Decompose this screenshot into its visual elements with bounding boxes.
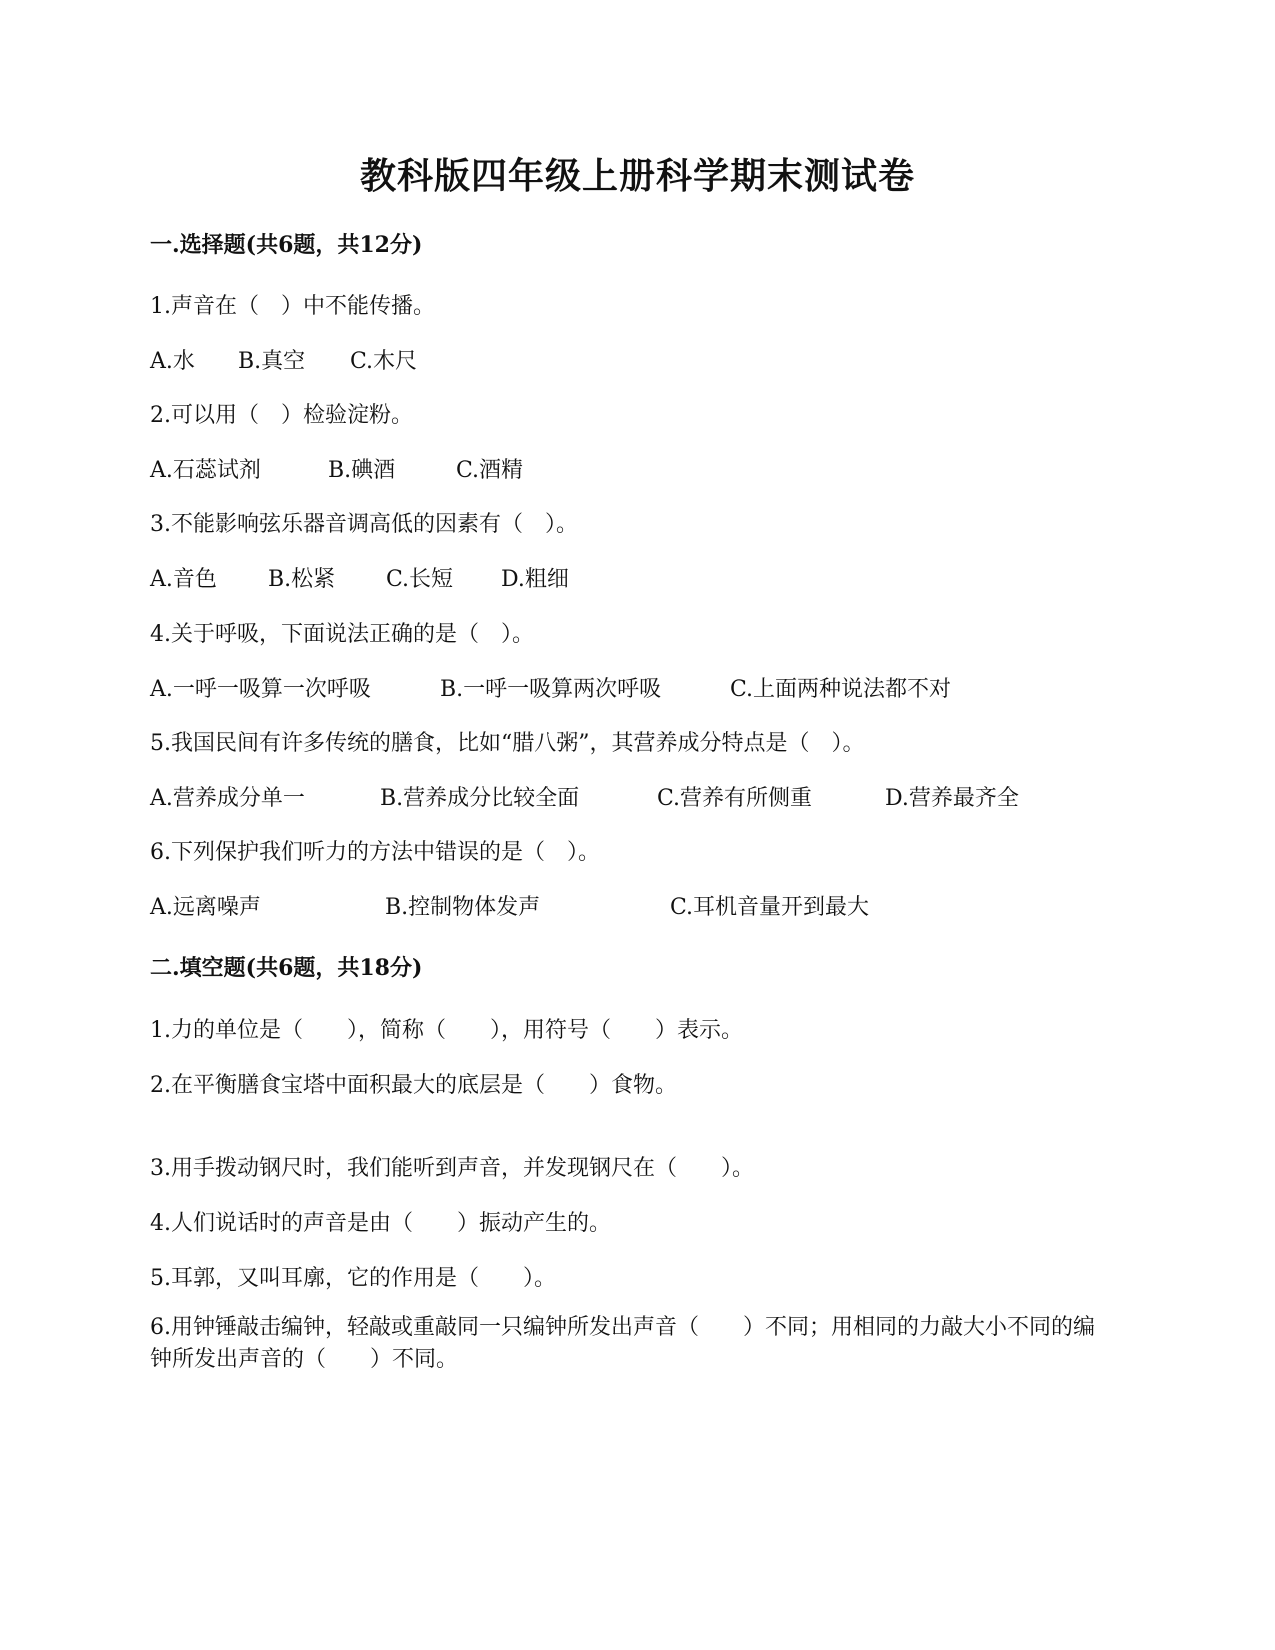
fill-question-5: 5.耳郭，又叫耳廓，它的作用是（ ）。 xyxy=(150,1266,556,1291)
fill-question-4: 4.人们说话时的声音是由（ ）振动产生的。 xyxy=(150,1211,611,1236)
fill-question-2: 2.在平衡膳食宝塔中面积最大的底层是（ ）食物。 xyxy=(150,1073,677,1098)
question-1-1-options xyxy=(150,344,417,375)
option-c: C.耳机音量开到最大 xyxy=(670,895,870,920)
option-b: B.营养成分比较全面 xyxy=(380,786,580,811)
question-1-5-text: 5.我国民间有许多传统的膳食，比如“腊八粥”，其营养成分特点是（ ）。 xyxy=(150,731,865,756)
question-1-3-options xyxy=(150,562,569,593)
fill-question-6: 6.用钟锤敲击编钟，轻敲或重敲同一只编钟所发出声音（ ）不同；用相同的力敲大小不同的编钟所发出声音的（ ）不同。 xyxy=(150,1315,1095,1372)
option-b: B.控制物体发声 xyxy=(385,895,541,920)
fill-question-1: 1.力的单位是（ ），简称（ ），用符号（ ）表示。 xyxy=(150,1018,743,1043)
option-a: A.音色 xyxy=(150,567,217,592)
option-b: B.松紧 xyxy=(268,567,336,592)
question-1-6-text: 6.下列保护我们听力的方法中错误的是（ ）。 xyxy=(150,840,600,865)
question-1-2-options xyxy=(150,453,523,484)
option-c: C.酒精 xyxy=(456,458,524,483)
fill-question-3: 3.用手拨动钢尺时，我们能听到声音，并发现钢尺在（ ）。 xyxy=(150,1156,754,1181)
option-c: C.上面两种说法都不对 xyxy=(730,677,952,702)
question-1-6-options xyxy=(150,890,869,921)
question-1-2-text: 2.可以用（ ）检验淀粉。 xyxy=(150,403,413,428)
question-1-3-text: 3.不能影响弦乐器音调高低的因素有（ ）。 xyxy=(150,512,578,537)
option-a: A.远离噪声 xyxy=(150,895,261,920)
option-d: D.营养最齐全 xyxy=(885,786,1019,811)
option-d: D.粗细 xyxy=(501,567,569,592)
question-1-4-text: 4.关于呼吸，下面说法正确的是（ ）。 xyxy=(150,622,534,647)
option-c: C.营养有所侧重 xyxy=(657,786,813,811)
section-1-heading: 一.选择题(共6题，共12分) xyxy=(150,232,423,258)
option-b: B.真空 xyxy=(238,349,306,374)
option-b: B.一呼一吸算两次呼吸 xyxy=(440,677,662,702)
option-a: A.石蕊试剂 xyxy=(150,458,261,483)
option-a: A.一呼一吸算一次呼吸 xyxy=(150,677,371,702)
question-1-4-options xyxy=(150,672,951,703)
question-1-5-options xyxy=(150,781,1019,812)
option-a: A.水 xyxy=(150,349,195,374)
section-2-heading: 二.填空题(共6题，共18分) xyxy=(150,955,423,981)
option-a: A.营养成分单一 xyxy=(150,786,305,811)
question-1-1-text: 1.声音在（ ）中不能传播。 xyxy=(150,294,435,319)
option-c: C.木尺 xyxy=(350,349,418,374)
option-c: C.长短 xyxy=(386,567,454,592)
page-title: 教科版四年级上册科学期末测试卷 xyxy=(359,155,915,197)
option-b: B.碘酒 xyxy=(328,458,396,483)
